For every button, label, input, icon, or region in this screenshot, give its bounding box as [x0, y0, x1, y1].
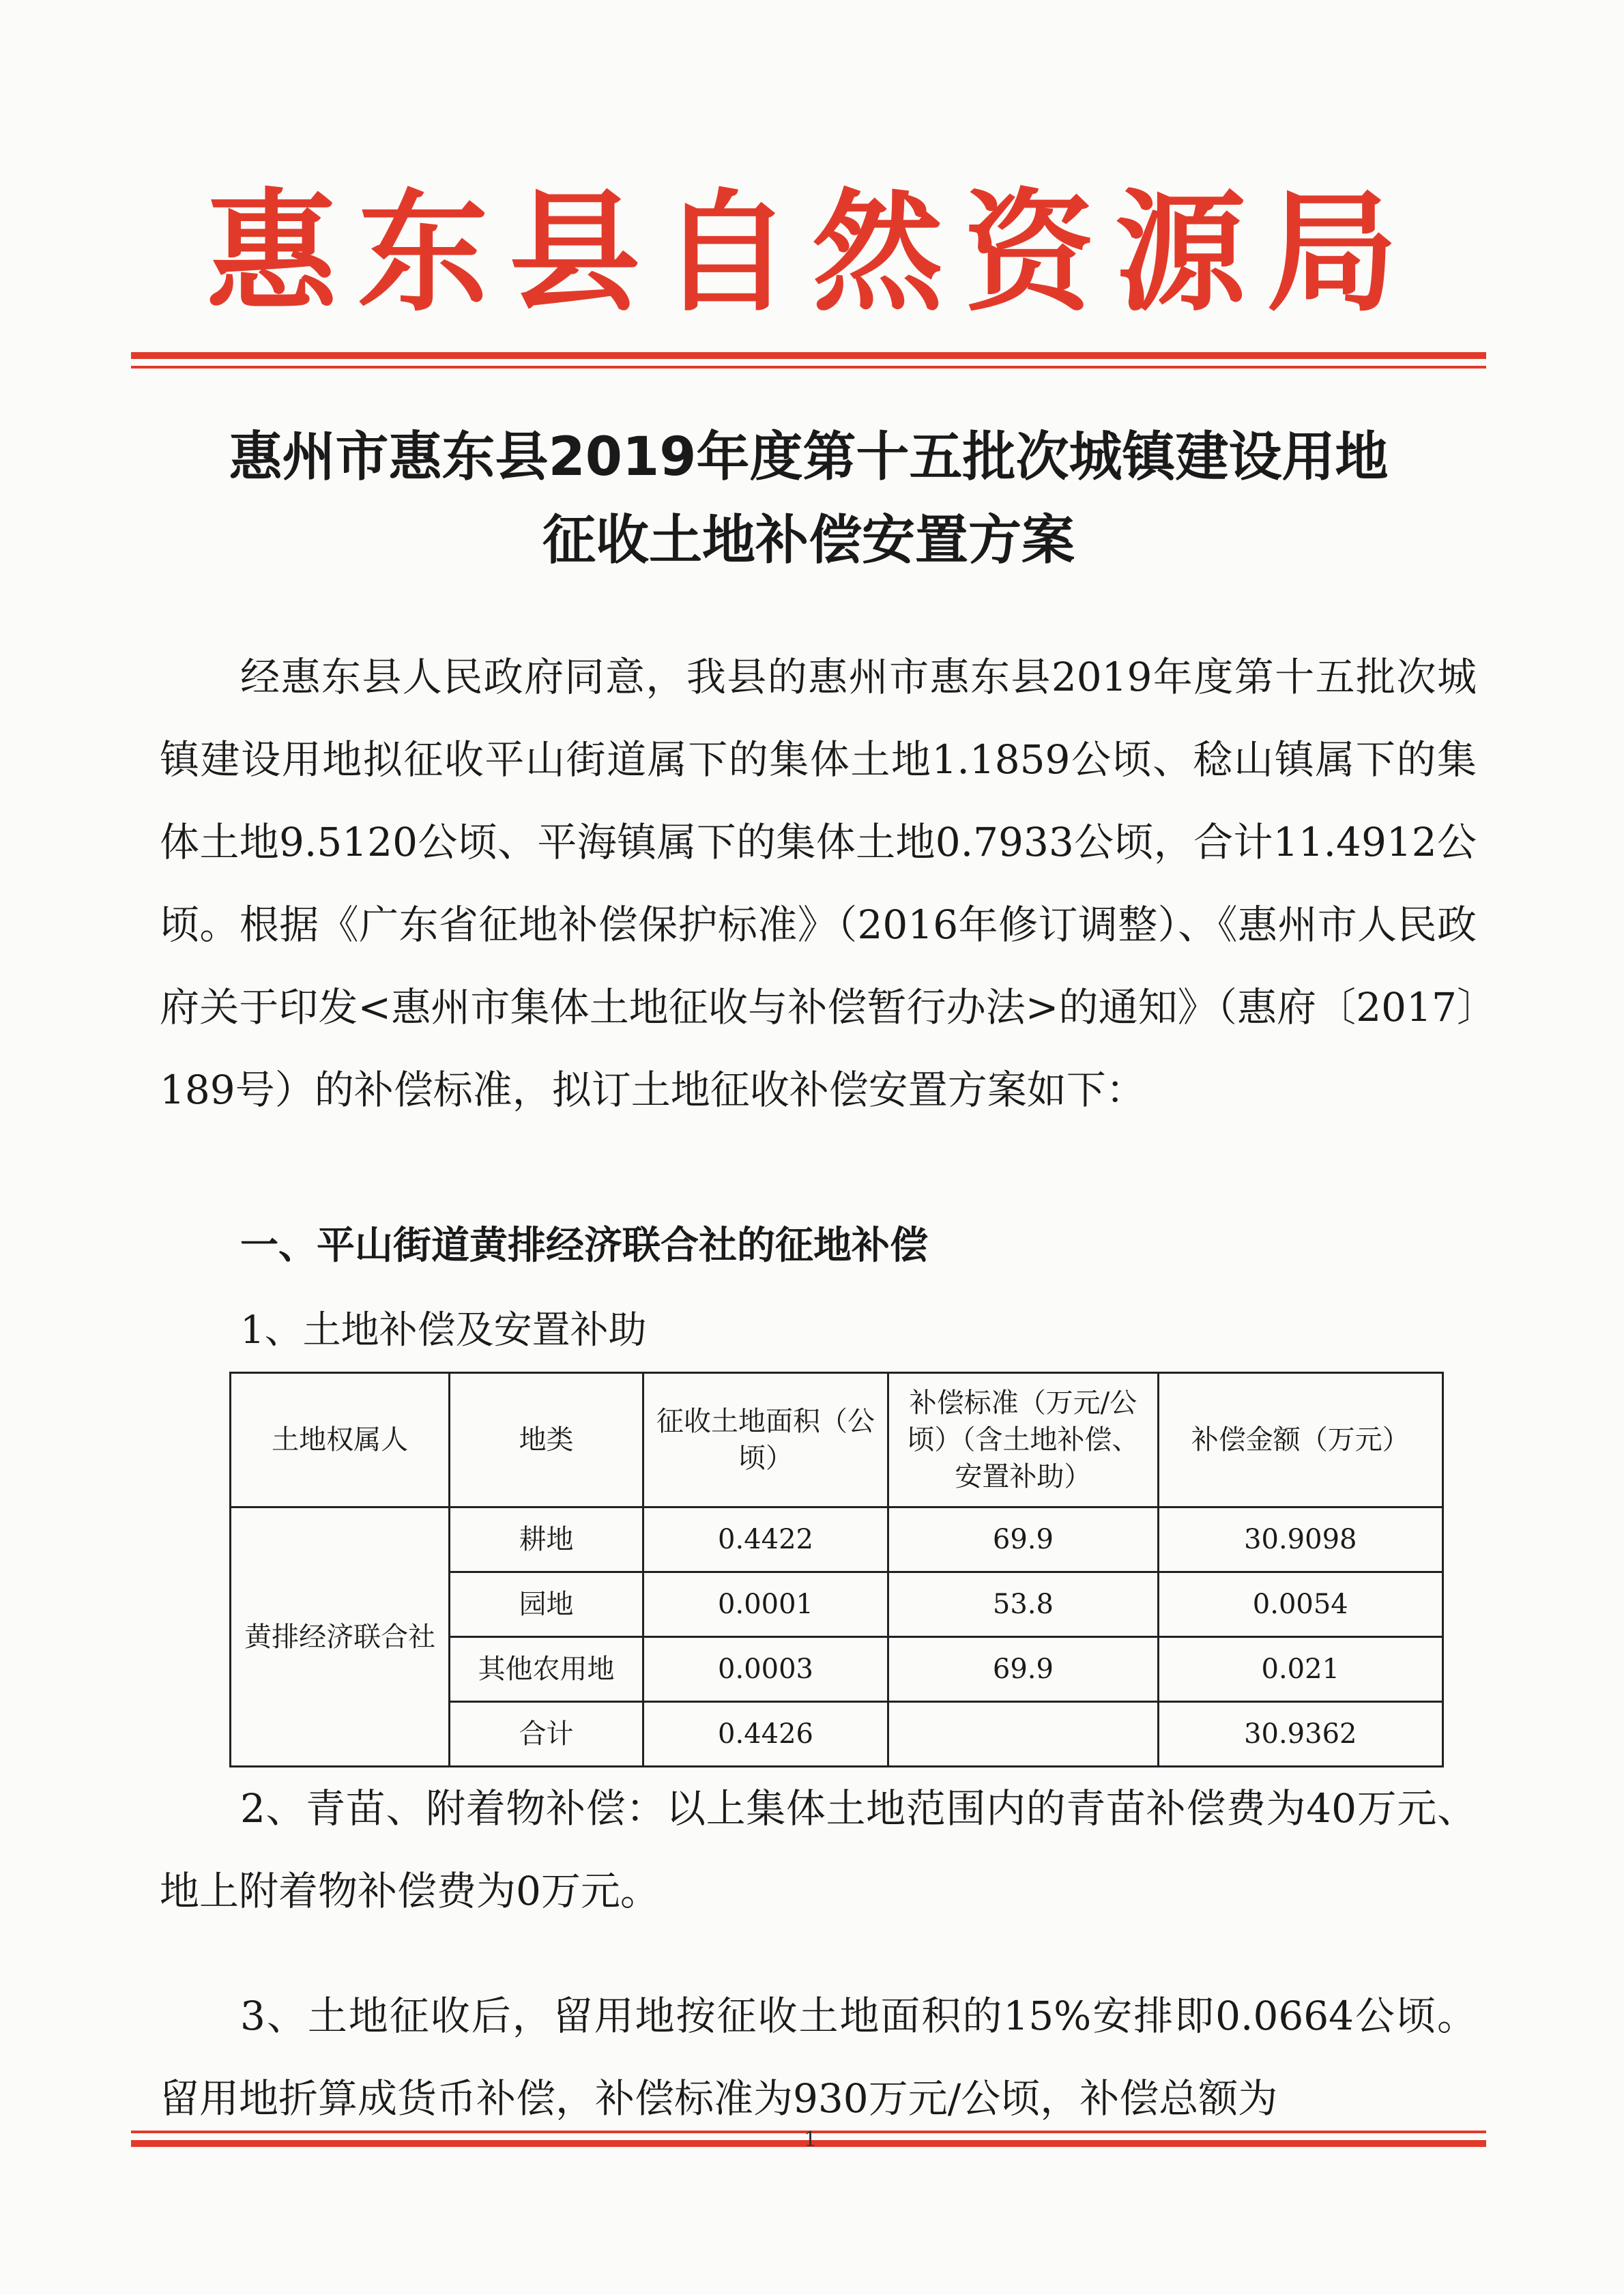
land-type-cell: 园地: [450, 1572, 643, 1637]
standard-cell: 69.9: [888, 1507, 1158, 1572]
land-type-cell: 合计: [450, 1702, 643, 1767]
header-owner: 土地权属人: [231, 1373, 450, 1507]
area-cell: 0.0001: [643, 1572, 888, 1637]
intro-paragraph: 经惠东县人民政府同意，我县的惠州市惠东县2019年度第十五批次城镇建设用地拟征收平山街道属下的集体土地1.1859公顷、稔山镇属下的集体土地9.5120公顷、平海镇属下的集体土地0.7933公顷，合计11.4912公顷。根据《广东省征地补偿保护标准》（2016年修订调整）、《惠州市人民政府关于印发<惠州市集体土地征收与补偿暂行办法>的通知》（惠府〔2017〕189号）的补偿标准，拟订土地征收补偿安置方案如下：: [160, 654, 1477, 1113]
compensation-table: [229, 1372, 1444, 1767]
area-cell: 0.0003: [643, 1637, 888, 1702]
amount-cell: 0.021: [1158, 1637, 1442, 1702]
letterhead-rule-thick: [131, 352, 1486, 359]
land-type-cell: 其他农用地: [450, 1637, 643, 1702]
table-header-row: [231, 1373, 1443, 1507]
standard-cell: [888, 1702, 1158, 1767]
header-area: 征收土地面积（公顷）: [643, 1373, 888, 1507]
area-cell: 0.4426: [643, 1702, 888, 1767]
standard-cell: 69.9: [888, 1637, 1158, 1702]
header-land-type: 地类: [450, 1373, 643, 1507]
paragraph-seedling-compensation: 2、青苗、附着物补偿：以上集体土地范围内的青苗补偿费为40万元、地上附着物补偿费为0万元。: [160, 1785, 1477, 1914]
area-cell: 0.4422: [643, 1507, 888, 1572]
page-number: 1: [804, 2128, 817, 2152]
letterhead-rule-thin: [131, 366, 1486, 369]
standard-cell: 53.8: [888, 1572, 1158, 1637]
document-title-line1: 惠州市惠东县2019年度第十五批次城镇建设用地: [229, 427, 1389, 488]
owner-cell: 黄排经济联合社: [231, 1507, 450, 1767]
paragraph-reserved-land: 3、土地征收后，留用地按征收土地面积的15%安排即0.0664公顷。留用地折算成货币补偿，补偿标准为930万元/公顷，补偿总额为: [160, 1993, 1477, 2122]
land-type-cell: 耕地: [450, 1507, 643, 1572]
amount-cell: 0.0054: [1158, 1572, 1442, 1637]
section-heading: 一、平山街道黄排经济联合社的征地补偿: [240, 1224, 928, 1268]
amount-cell: 30.9098: [1158, 1507, 1442, 1572]
amount-cell: 30.9362: [1158, 1702, 1442, 1767]
letterhead-org-name: 惠东县自然资源局: [206, 177, 1418, 330]
section-subheading: 1、土地补偿及安置补助: [240, 1308, 647, 1353]
table-row: [231, 1507, 1443, 1572]
header-amount: 补偿金额（万元）: [1158, 1373, 1442, 1507]
header-standard: 补偿标准（万元/公顷）（含土地补偿、安置补助）: [888, 1373, 1158, 1507]
document-title-line2: 征收土地补偿安置方案: [542, 510, 1075, 571]
